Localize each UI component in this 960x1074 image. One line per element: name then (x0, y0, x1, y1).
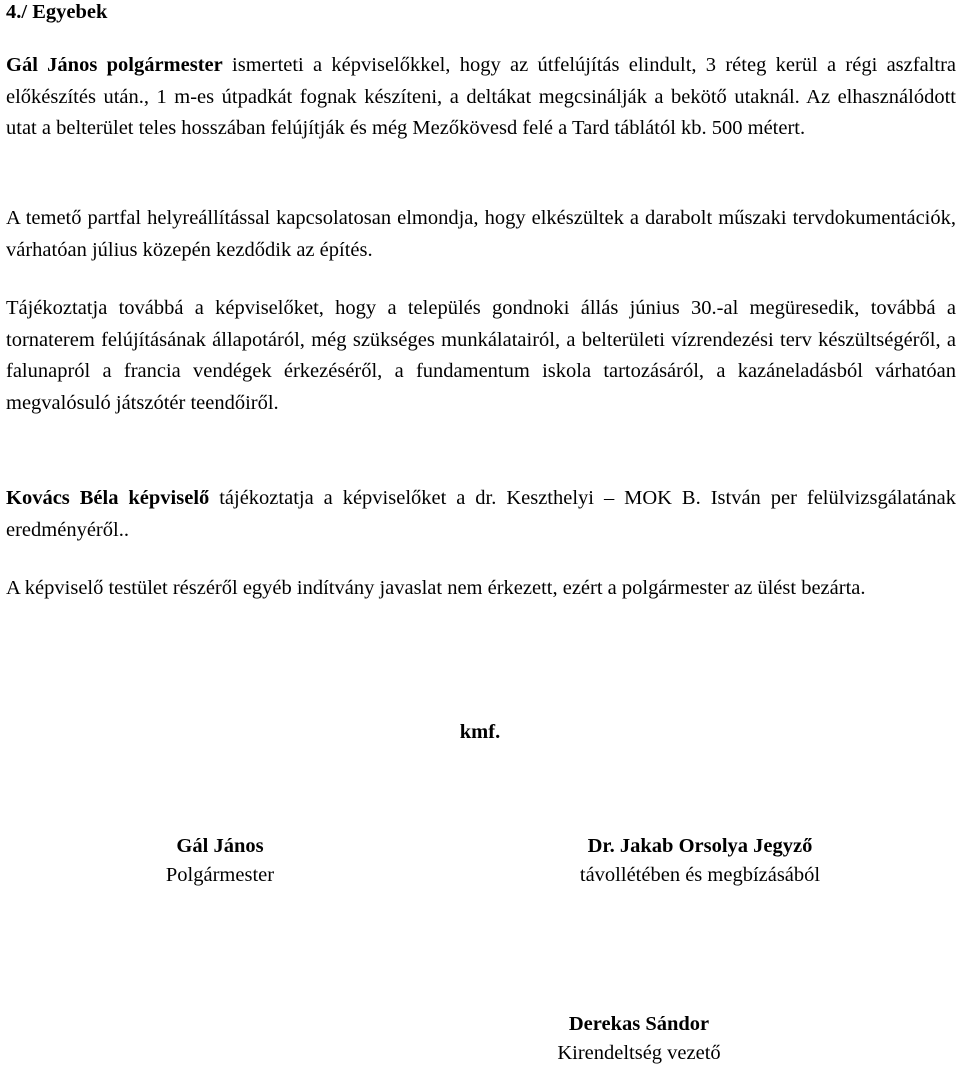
signatory-role: Polgármester (165, 864, 275, 886)
paragraph-closing (6, 573, 956, 605)
signatory-name: Derekas Sándor (568, 1013, 710, 1035)
signature-block-mayor (120, 832, 320, 890)
speaker-name: Gál János polgármester (6, 54, 223, 76)
signatory-role: Kirendeltség vezető (557, 1042, 721, 1064)
signatory-role: távollétében és megbízásából (579, 864, 821, 886)
speaker-name: Kovács Béla képviselő (6, 487, 210, 509)
paragraph-text: A temető partfal helyreállítással kapcsolatosan elmondja, hogy elkészültek a darabolt műszaki tervdokumentációk, várhatóan július közepén kezdődik az építés. (6, 207, 956, 261)
signature-block-branch-head (489, 1010, 789, 1068)
signature-block-notary (520, 832, 880, 890)
paragraph-text: tájékoztatja a képviselőket a dr. Keszthelyi – MOK B. István per felülvizsgálatának eredményéről.. (6, 487, 956, 541)
paragraph-text: A képviselő testület részéről egyéb indítvány javaslat nem érkezett, ezért a polgármester az ülést bezárta. (6, 577, 866, 599)
paragraph-information (6, 293, 956, 419)
paragraph-cemetery-wall (6, 203, 956, 266)
signatory-name: Dr. Jakab Orsolya Jegyző (587, 835, 813, 857)
kmf-label: kmf. (459, 721, 501, 743)
paragraph-text: ismerteti a képviselőkkel, hogy az útfelújítás elindult, 3 réteg kerül a régi aszfaltra előkészítés után., 1 m-es útpadkát fognak készíteni, a deltákat megcsinálják a bekötő utaknál. Az elhasználódott utat a belterület teles hosszában felújítják és még Mezőkövesd felé a Tard táblától kb. 500 métert. (6, 54, 956, 139)
section-heading: 4./ Egyebek (6, 1, 108, 23)
paragraph-text: Tájékoztatja továbbá a képviselőket, hogy a település gondnoki állás június 30.-al megüresedik, továbbá a tornaterem felújításának állapotáról, még szükséges munkálatairól, a belterületi vízrendezési terv készültségéről, a falunapról a francia vendégek érkezéséről, a fundamentum iskola tartozásáról, a kazáneladásból várhatóan megvalósuló játszótér teendőiről. (6, 297, 956, 414)
signatory-name: Gál János (176, 835, 264, 857)
paragraph-road-renovation (6, 50, 956, 145)
paragraph-representative-report (6, 483, 956, 546)
